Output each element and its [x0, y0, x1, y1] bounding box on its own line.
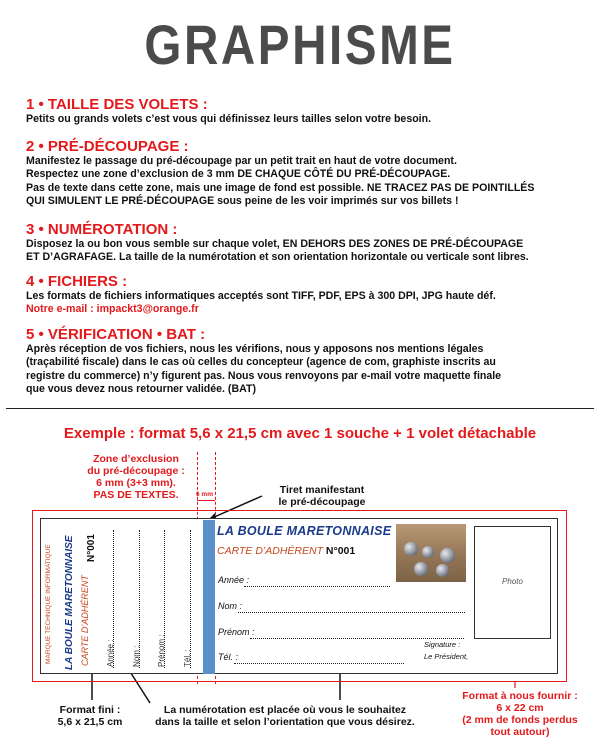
field-label: Nom : [218, 601, 243, 611]
note-line: Tiret manifestant [279, 484, 365, 496]
field-line [250, 638, 464, 639]
field-line [244, 586, 390, 587]
boule-ball [436, 564, 449, 577]
mm-label: 6 mm [196, 491, 213, 498]
note-line: le pré-découpage [278, 496, 366, 508]
section-line: Respectez une zone d’exclusion de 3 mm DE CHAQUE CÔTÉ DU PRÉ-DÉCOUPAGE. [26, 168, 451, 181]
page-title: GRAPHISME [144, 13, 456, 76]
stub-number: N°001 [86, 534, 97, 562]
field-label: Tél. : [218, 652, 239, 662]
boule-ball [404, 542, 418, 556]
section-line: Après réception de vos fichiers, nous les vérifions, nous y apposons nos mentions légales [26, 343, 484, 355]
stub-club-name: LA BOULE MARETONNAISE [64, 535, 75, 670]
note-line: dans la taille et selon l’orientation que vous désirez. [155, 716, 415, 728]
section-line: QUI SIMULENT LE PRÉ-DÉCOUPAGE sous peine de les voir imprimés sur vos billets ! [26, 194, 459, 207]
stub-field-line [190, 530, 191, 668]
boule-ball [440, 548, 455, 563]
note-line: Format fini : [59, 704, 121, 716]
section-heading: 2 • PRÉ-DÉCOUPAGE : [26, 138, 189, 155]
card-label: CARTE D’ADHÉRENT [217, 545, 323, 557]
section-heading: 4 • FICHIERS : [26, 273, 128, 290]
note-line: tout autour) [490, 726, 550, 738]
section-heading: 3 • NUMÉROTATION : [26, 221, 178, 238]
section-line: registre du commerce) n’y figurent pas. Nous vous renvoyons par e-mail votre maquette finale [26, 369, 502, 382]
section-line: (traçabilité fiscale) dans le cas où celles du concepteur (agence de com, graphiste inscrits au [26, 356, 496, 369]
pre-decoupage-strip [203, 520, 215, 674]
note-line: PAS DE TEXTES. [93, 489, 179, 501]
note-line: 5,6 x 21,5 cm [57, 716, 123, 728]
section-line: Pas de texte dans cette zone, mais une image de fond est possible. NE TRACEZ PAS DE POINTILLÉS [26, 181, 535, 194]
field-label: Année : [218, 575, 250, 585]
stub-field-label: Nom : [132, 645, 141, 667]
note-line: La numérotation est placée où vous le souhaitez [163, 704, 407, 716]
section-line: Manifestez le passage du pré-découpage par un petit trait en haut de votre document. [26, 155, 457, 167]
boule-ball [414, 562, 428, 576]
stub-field-label: Tél. : [183, 649, 192, 667]
petanque-photo [396, 524, 466, 582]
note-line: Zone d’exclusion [93, 453, 179, 465]
photo-label: Photo [502, 577, 523, 586]
section-line: Les formats de fichiers informatiques acceptés sont TIFF, PDF, EPS à 300 DPI, JPG haute déf. [26, 290, 496, 302]
numerotation-note [130, 704, 440, 728]
photo-placeholder [474, 526, 551, 639]
stub-legal: MARQUE TECHNIQUE INFORMATIQUE [45, 544, 52, 664]
section-heading: 1 • TAILLE DES VOLETS : [26, 96, 208, 113]
section-line: Petits ou grands volets c’est vous qui définissez leurs tailles selon votre besoin. [26, 113, 432, 125]
note-line: (2 mm de fonds perdus [462, 714, 578, 726]
section-line: ET D’AGRAFAGE. La taille de la numérotation et son orientation horizontale ou verticale sont libres. [26, 251, 529, 264]
note-line: Format à nous fournir : [462, 690, 578, 702]
field-label: Prénom : [218, 627, 255, 637]
field-line [234, 663, 404, 664]
stub-field-label: Prénom : [157, 634, 166, 667]
email-line: Notre e-mail : impackt3@orange.fr [26, 303, 199, 316]
president-label: Le Président, [424, 652, 469, 661]
section-line: Disposez la ou bon vous semble sur chaque volet, EN DEHORS DES ZONES DE PRÉ-DÉCOUPAGE [26, 238, 524, 250]
format-fournir-note [452, 690, 588, 738]
section-line: que vous devez nous retourner validée. (BAT) [26, 382, 256, 395]
signature-label: Signature : [424, 640, 461, 649]
boule-ball [422, 546, 434, 558]
note-line: 6 x 22 cm [496, 702, 544, 714]
section-heading: 5 • VÉRIFICATION • BAT : [26, 326, 206, 343]
stub-field-label: Année : [106, 639, 115, 667]
note-line: du pré-découpage : [87, 465, 185, 477]
card-number: N°001 [325, 545, 356, 557]
example-heading: Exemple : format 5,6 x 21,5 cm avec 1 souche + 1 volet détachable [63, 425, 537, 442]
note-line: 6 mm (3+3 mm). [96, 477, 176, 489]
club-name: LA BOULE MARETONNAISE [217, 524, 392, 538]
field-line [238, 612, 465, 613]
card-label-row [217, 545, 355, 557]
stub-card-label: CARTE D’ADHÉRENT [80, 575, 90, 666]
